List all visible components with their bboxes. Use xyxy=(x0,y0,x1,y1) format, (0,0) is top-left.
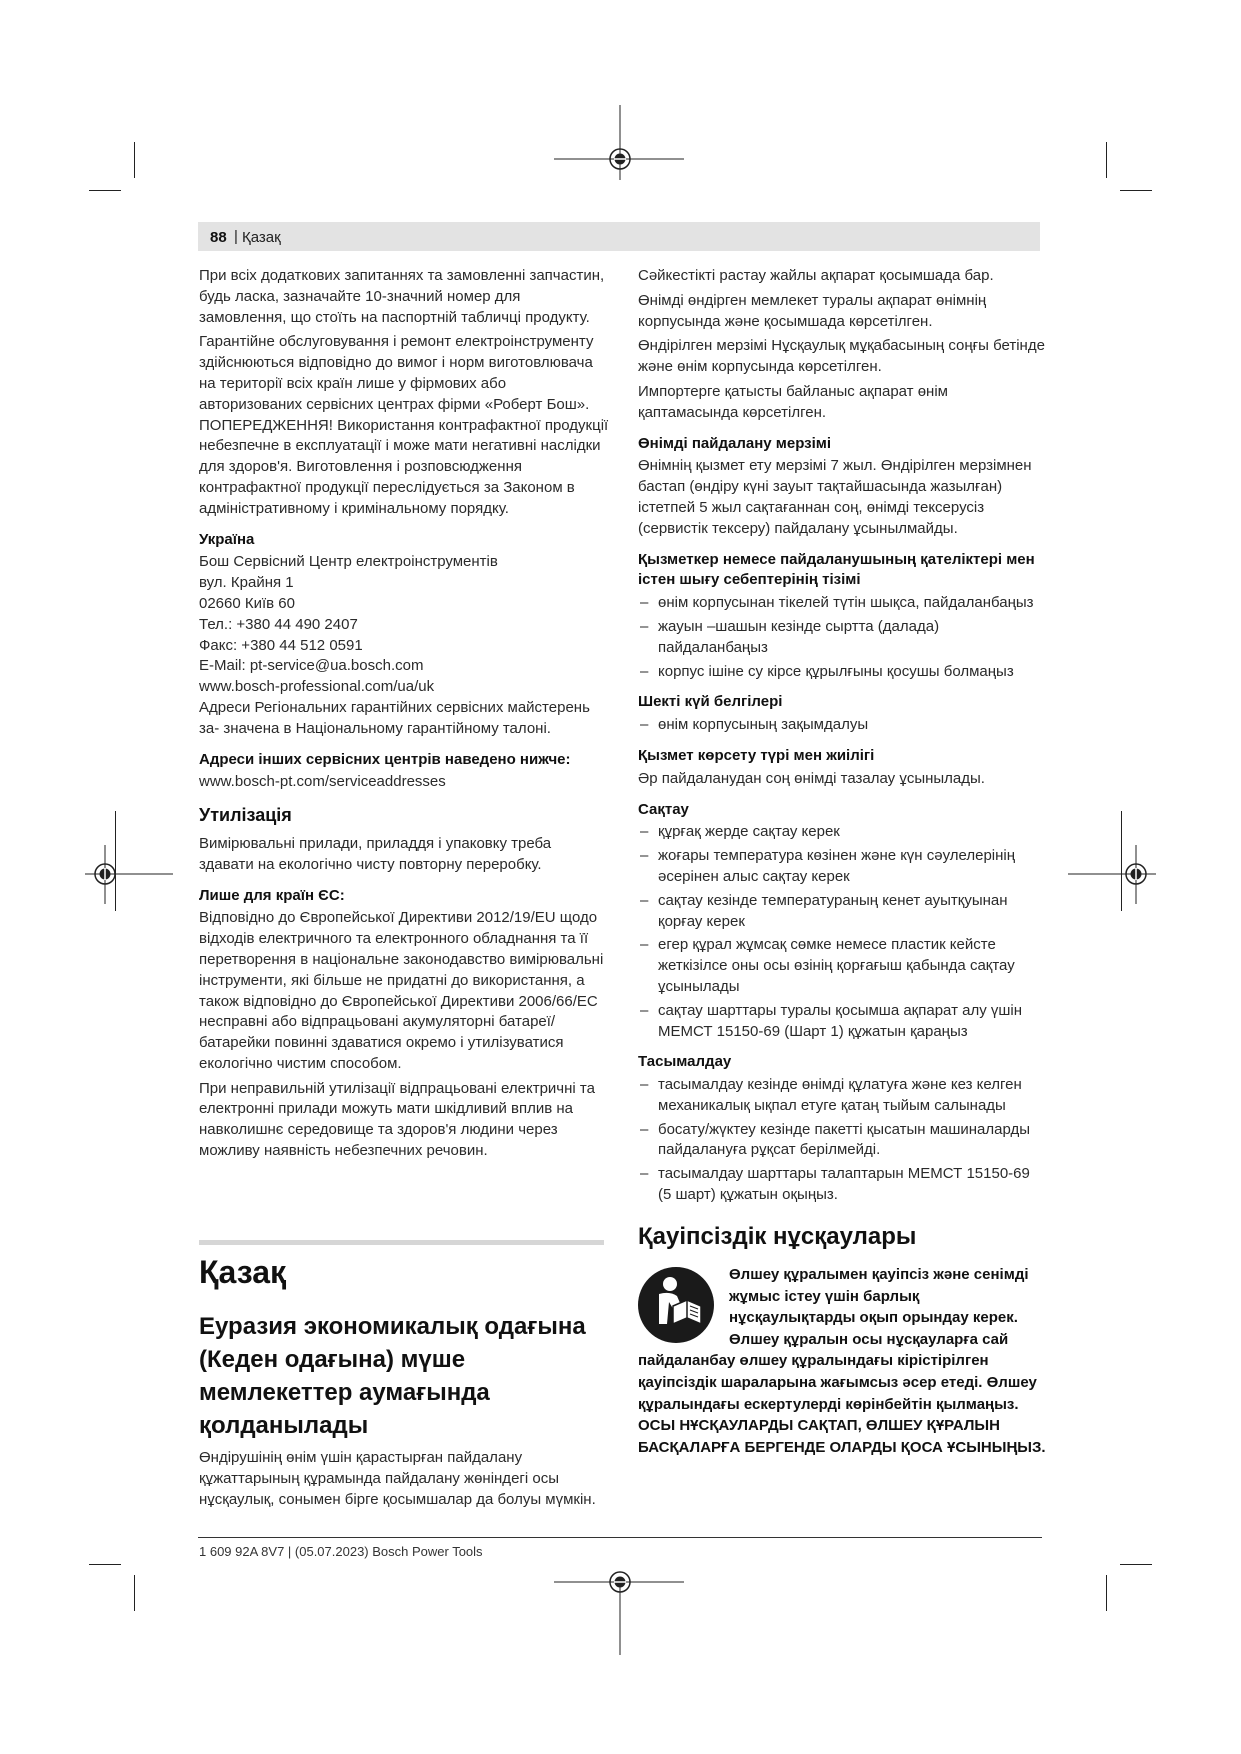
eu-heading: Лише для країн ЄС: xyxy=(199,886,345,904)
other-centers-url: www.bosch-pt.com/serviceaddresses xyxy=(199,773,446,791)
right-column xyxy=(638,266,1046,1210)
other-centers-heading: Адреси інших сервісних центрів наведено нижче: xyxy=(199,750,571,768)
storage-list xyxy=(638,822,1046,1042)
production-date-paragraph: Өндірілген мерзімі Нұсқаулық мұқабасының соңғы бетінде және өнім корпусында көрсетілген. xyxy=(638,337,1045,376)
service-address xyxy=(199,552,609,698)
fax-line: Факс: +380 44 512 0591 xyxy=(199,636,363,654)
maintenance-text: Әр пайдаланудан соң өнімді тазалау ұсынылады. xyxy=(638,769,985,787)
footer-text: 1 609 92A 8V7 | (05.07.2023) Bosch Power Tools xyxy=(199,1544,483,1559)
website-line: www.bosch-professional.com/ua/uk xyxy=(199,678,435,696)
kazakh-subtitle: Еуразия экономикалық одағына (Кеден одағына) мүше мемлекеттер аумағында қолданылады xyxy=(199,1313,586,1439)
conformity-paragraph: Сәйкестікті растау жайлы ақпарат қосымшада бар. xyxy=(638,267,994,284)
list-item: – корпус ішіне су кірсе құрылғыны қосушы болмаңыз xyxy=(638,662,1046,683)
importer-paragraph: Импортерге қатысты байланыс ақпарат өнім қаптамасында көрсетілген. xyxy=(638,382,948,421)
list-item: – тасымалдау шарттары талаптарын МЕМСТ 15150-69 (5 шарт) құжатын оқыңыз. xyxy=(638,1164,1046,1206)
safety-warning xyxy=(638,1264,1046,1458)
regional-note: Адреси Регіональних гарантійних сервісних майстерень за- значена в Національному гарантійному талоні. xyxy=(199,698,590,737)
transport-list xyxy=(638,1075,1046,1206)
eu-text-2: При неправильній утилізації відпрацьовані електричні та електронні прилади можуть мати шкідливий вплив на навколишнє середовище та здоров'я людини через можливу наявність небезпечних речовин. xyxy=(199,1079,595,1160)
list-item: – құрғақ жерде сақтау керек xyxy=(638,822,1046,843)
registration-mark-right xyxy=(1066,820,1156,920)
limit-state-heading: Шекті күй белгілері xyxy=(638,693,783,711)
registration-mark-bottom xyxy=(550,1565,690,1655)
section-divider xyxy=(199,1240,604,1245)
list-item: – өнім корпусының зақымдалуы xyxy=(638,715,1046,736)
list-item: – босату/жүктеу кезінде пакетті қысатын машиналарды пайдалануға рұқсат берілмейді. xyxy=(638,1120,1046,1162)
service-life-text: Өнімнің қызмет ету мерзімі 7 жыл. Өндірілген мерзімнен бастап (өндіру күні зауыт тақтайшасында жазылған) істетпей 5 жыл сақтағаннан соң, өнімді тексерусіз (сервистік тексеру) пайдалану ұсынылмайды. xyxy=(638,457,1032,537)
service-life-heading: Өнімді пайдалану мерзімі xyxy=(638,434,832,452)
limit-state-list xyxy=(638,715,1046,736)
footer-rule xyxy=(198,1537,1042,1538)
header-section: Қазақ xyxy=(242,229,281,246)
safety-warning-part-2: Өлшеу құралын осы нұсқауларға сай пайдаланбау өлшеу құралындағы кірістірілген қауіпсіздік шараларына жағымсыз әсер етеді. Өлшеу құралындағы ескертулерді көрінбейтін қылмаңыз. ОСЫ НҰСҚАУЛАРДЫ САҚТАП, ӨЛШЕУ ҚҰРАЛЫН БАСҚАЛАРҒА БЕРГЕНДЕ ОЛАРДЫ ҚОСА ҰСЫНЫҢЫЗ. xyxy=(638,1330,1046,1456)
list-item: – егер құрал жұмсақ сөмке немесе пластик кейсте жеткізілсе оны осы өзінің қорғағыш қабында сақтау ұсынылады xyxy=(638,935,1046,997)
address-line: 02660 Київ 60 xyxy=(199,594,295,612)
storage-heading: Сақтау xyxy=(638,800,689,818)
disposal-text: Вимірювальні прилади, приладдя і упаковку треба здавати на екологічно чисту повторну переробку. xyxy=(199,834,552,873)
disposal-heading: Утилізація xyxy=(199,805,292,826)
transport-heading: Тасымалдау xyxy=(638,1053,732,1071)
spare-parts-paragraph: При всіх додаткових запитаннях та замовленні запчастин, будь ласка, зазначайте 10-значний номер для замовлення, що стоїть на паспортній табличці продукту. xyxy=(199,267,605,326)
registration-mark-left xyxy=(85,820,175,920)
eu-text-1: Відповідно до Європейської Директиви 2012/19/EU щодо відходів електричного та електронного обладнання та її перетворення в національне законодавство вимірювальні інструменти, які більше не придатні до використання, а також відповідно до Європейської Директиви 2006/66/EC несправні або відпрацьовані акумуляторні батареї/батарейки повинні здаватися окремо і утилізуватися екологічно чистим способом. xyxy=(199,909,604,1072)
safety-title: Қауіпсіздік нұсқаулары xyxy=(638,1223,917,1250)
errors-list xyxy=(638,593,1046,682)
warranty-paragraph: Гарантійне обслуговування і ремонт електроінструменту здійснюються відповідно до вимог і норм виготовлювача на території всіх країн лише у фірмових або авторизованих сервісних центрах фірми «Роберт Бош». ПОПЕРЕДЖЕННЯ! Використання контрафактної продукції небезпечне в експлуатації і може мати негативні наслідки для здоров'я. Виготовлення і розповсюдження контрафактної продукції переслідується за Законом в адміністративному і кримінальному порядку. xyxy=(199,333,609,517)
maintenance-heading: Қызмет көрсету түрі мен жиілігі xyxy=(638,746,875,764)
page-header: 88 | Қазақ xyxy=(198,222,1040,251)
list-item: – жоғары температура көзінен және күн сәулелерінің әсерінен алыс сақтау керек xyxy=(638,846,1046,888)
ukraine-heading: Україна xyxy=(199,530,255,548)
kazakh-intro: Өндірушінің өнім үшін қарастырған пайдалану құжаттарының құрамында пайдалану жөніндегі осы нұсқаулық, сонымен бірге қосымшалар да болуы мүмкін. xyxy=(199,1449,596,1508)
safety-warning-part-1: Өлшеу құралымен қауіпсіз және сенімді жұмыс істеу үшін барлық нұсқаулықтарды оқып орындау керек. xyxy=(729,1266,1029,1327)
list-item: – тасымалдау кезінде өнімді құлатуға және кез келген механикалық ықпал етуге қатаң тыйым салынады xyxy=(638,1075,1046,1117)
kazakh-title: Қазақ xyxy=(199,1254,287,1290)
phone-line: Тел.: +380 44 490 2407 xyxy=(199,615,358,633)
list-item: – сақтау кезінде температураның кенет ауытқуынан қорғау керек xyxy=(638,891,1046,933)
address-line: Бош Сервісний Центр електроінструментів xyxy=(199,553,498,571)
email-line: E-Mail: pt-service@ua.bosch.com xyxy=(199,657,424,675)
address-line: вул. Крайня 1 xyxy=(199,574,294,592)
left-column xyxy=(199,266,609,1166)
page-number: 88 xyxy=(210,229,227,246)
errors-heading: Қызметкер немесе пайдаланушының қателіктері мен істен шығу себептерінің тізімі xyxy=(638,550,1035,589)
list-item: – жауын –шашын кезінде сыртта (далада) пайдаланбаңыз xyxy=(638,617,1046,659)
registration-mark-top xyxy=(550,105,690,195)
list-item: – сақтау шарттары туралы қосымша ақпарат алу үшін МЕМСТ 15150-69 (Шарт 1) құжатын қараңыз xyxy=(638,1001,1046,1043)
origin-paragraph: Өнімді өндірген мемлекет туралы ақпарат өнімнің корпусында және қосымшада көрсетілген. xyxy=(638,291,987,330)
list-item: – өнім корпусынан тікелей түтін шықса, пайдаланбаңыз xyxy=(638,593,1046,614)
